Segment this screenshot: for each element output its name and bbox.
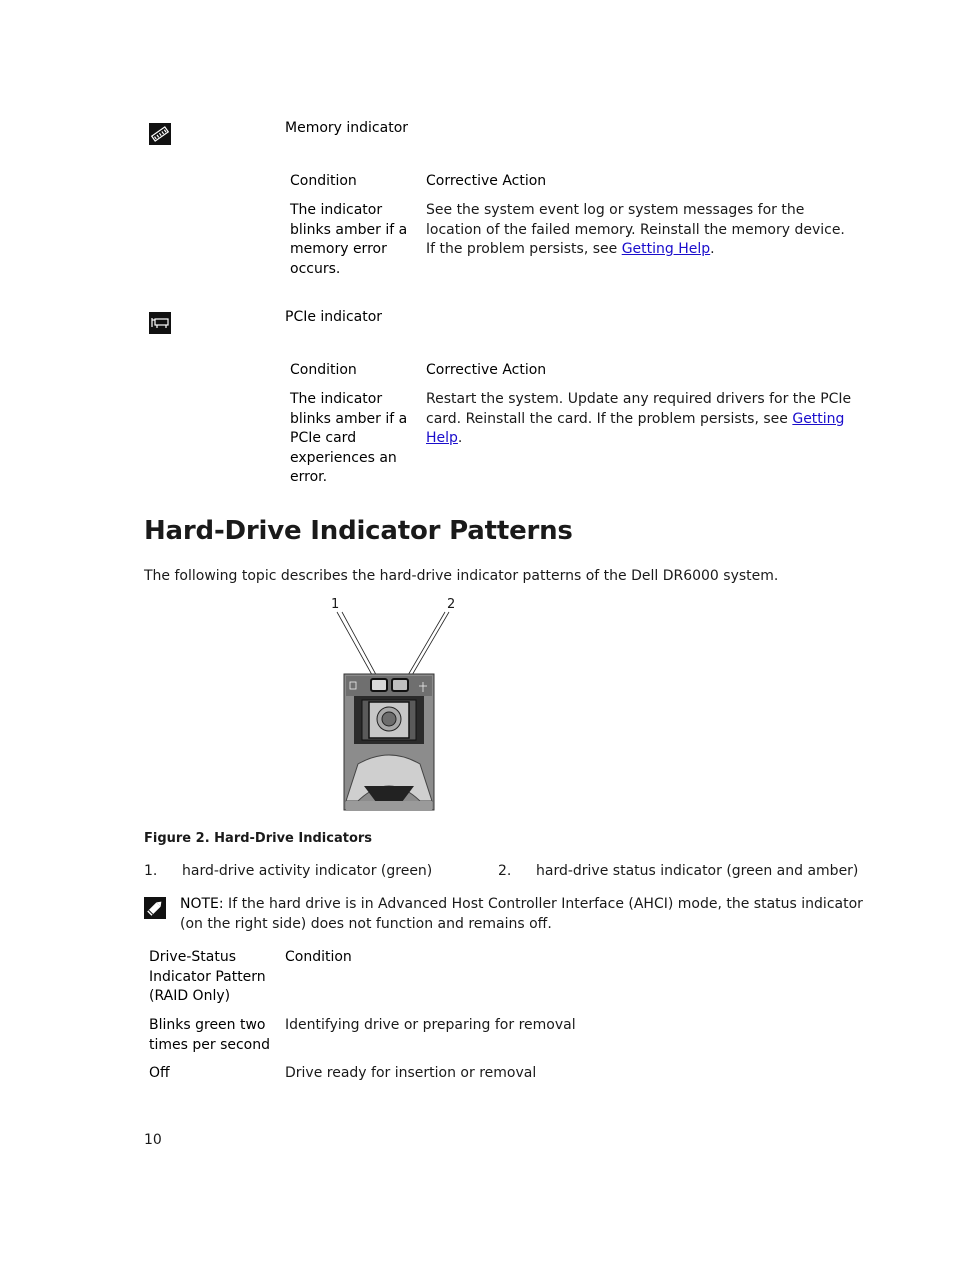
action-line — [426, 429, 851, 449]
condition-line: blinks amber if a — [290, 410, 408, 427]
condition-line: The indicator — [290, 202, 383, 218]
hard-drive-illustration — [320, 596, 480, 816]
table-header-condition: Condition — [285, 949, 352, 965]
pcie-condition-header: Condition — [290, 362, 357, 378]
condition-line: error. — [290, 469, 328, 485]
table-row-1-pattern — [149, 1016, 270, 1055]
action-line: See the system event log or system messages for the — [426, 202, 805, 218]
legend-item-1-text: hard-drive activity indicator (green) — [182, 863, 433, 879]
action-line: Restart the system. Update any required drivers for the PCIe — [426, 391, 852, 407]
memory-icon — [149, 123, 171, 145]
table-header-pattern — [149, 948, 266, 1007]
table-row-1-condition: Identifying drive or preparing for removal — [285, 1017, 576, 1033]
action-line: location of the failed memory. Reinstall the memory device. — [426, 221, 845, 238]
action-text: card. Reinstall the card. If the problem persists, see — [426, 410, 793, 427]
hard-drive-figure — [320, 596, 480, 816]
callout-1-label: 1 — [331, 597, 340, 612]
getting-help-link[interactable]: Getting Help — [621, 241, 711, 257]
memory-action-header: Corrective Action — [426, 173, 547, 189]
header-line: Drive-Status — [149, 949, 236, 965]
condition-line: PCIe card — [290, 430, 357, 446]
memory-condition-text — [290, 201, 407, 279]
pattern-line: Blinks green two — [149, 1017, 266, 1033]
note-body: If the hard drive is in Advanced Host Controller Interface (AHCI) mode, the status indicator — [223, 896, 863, 912]
header-line: Indicator Pattern — [149, 968, 266, 985]
pattern-line: times per second — [149, 1036, 271, 1053]
legend-item-2-text: hard-drive status indicator (green and amber) — [536, 863, 859, 879]
note-line — [180, 895, 863, 915]
pcie-condition-text — [290, 390, 407, 488]
table-row-2-pattern — [149, 1064, 170, 1084]
action-line — [426, 410, 851, 430]
table-row-2-condition: Drive ready for insertion or removal — [285, 1065, 537, 1081]
pcie-icon — [149, 312, 171, 334]
condition-line: experiences an — [290, 449, 397, 466]
pattern-line: Off — [149, 1065, 170, 1081]
condition-line: occurs. — [290, 260, 341, 277]
condition-line: memory error — [290, 241, 387, 257]
note-text — [180, 895, 863, 934]
memory-action-text — [426, 201, 845, 260]
header-line: (RAID Only) — [149, 988, 231, 1004]
note-label: NOTE: — [180, 896, 224, 912]
callout-2-label: 2 — [447, 597, 456, 612]
action-suffix: . — [710, 241, 715, 257]
pcie-indicator-title: PCIe indicator — [285, 309, 383, 325]
legend-item-2-number: 2. — [498, 863, 512, 879]
section-heading: Hard-Drive Indicator Patterns — [144, 516, 573, 546]
pcie-action-text — [426, 390, 851, 449]
condition-line: blinks amber if a — [290, 221, 408, 238]
getting-help-link-part1[interactable]: Getting — [792, 410, 845, 427]
page-number: 10 — [144, 1132, 162, 1148]
note-line: (on the right side) does not function and remains off. — [180, 915, 552, 932]
section-intro: The following topic describes the hard-drive indicator patterns of the Dell DR6000 system. — [144, 568, 779, 584]
figure-caption: Figure 2. Hard-Drive Indicators — [144, 831, 373, 846]
legend-item-1-number: 1. — [144, 863, 158, 879]
memory-indicator-title: Memory indicator — [285, 120, 409, 136]
getting-help-link-part2[interactable]: Help — [426, 430, 458, 446]
action-suffix: . — [457, 430, 463, 446]
condition-line: The indicator — [290, 391, 383, 407]
note-pencil-icon — [144, 897, 166, 919]
pcie-action-header: Corrective Action — [426, 362, 547, 378]
action-line — [426, 240, 845, 260]
action-text: If the problem persists, see — [426, 241, 622, 257]
memory-condition-header: Condition — [290, 173, 357, 189]
